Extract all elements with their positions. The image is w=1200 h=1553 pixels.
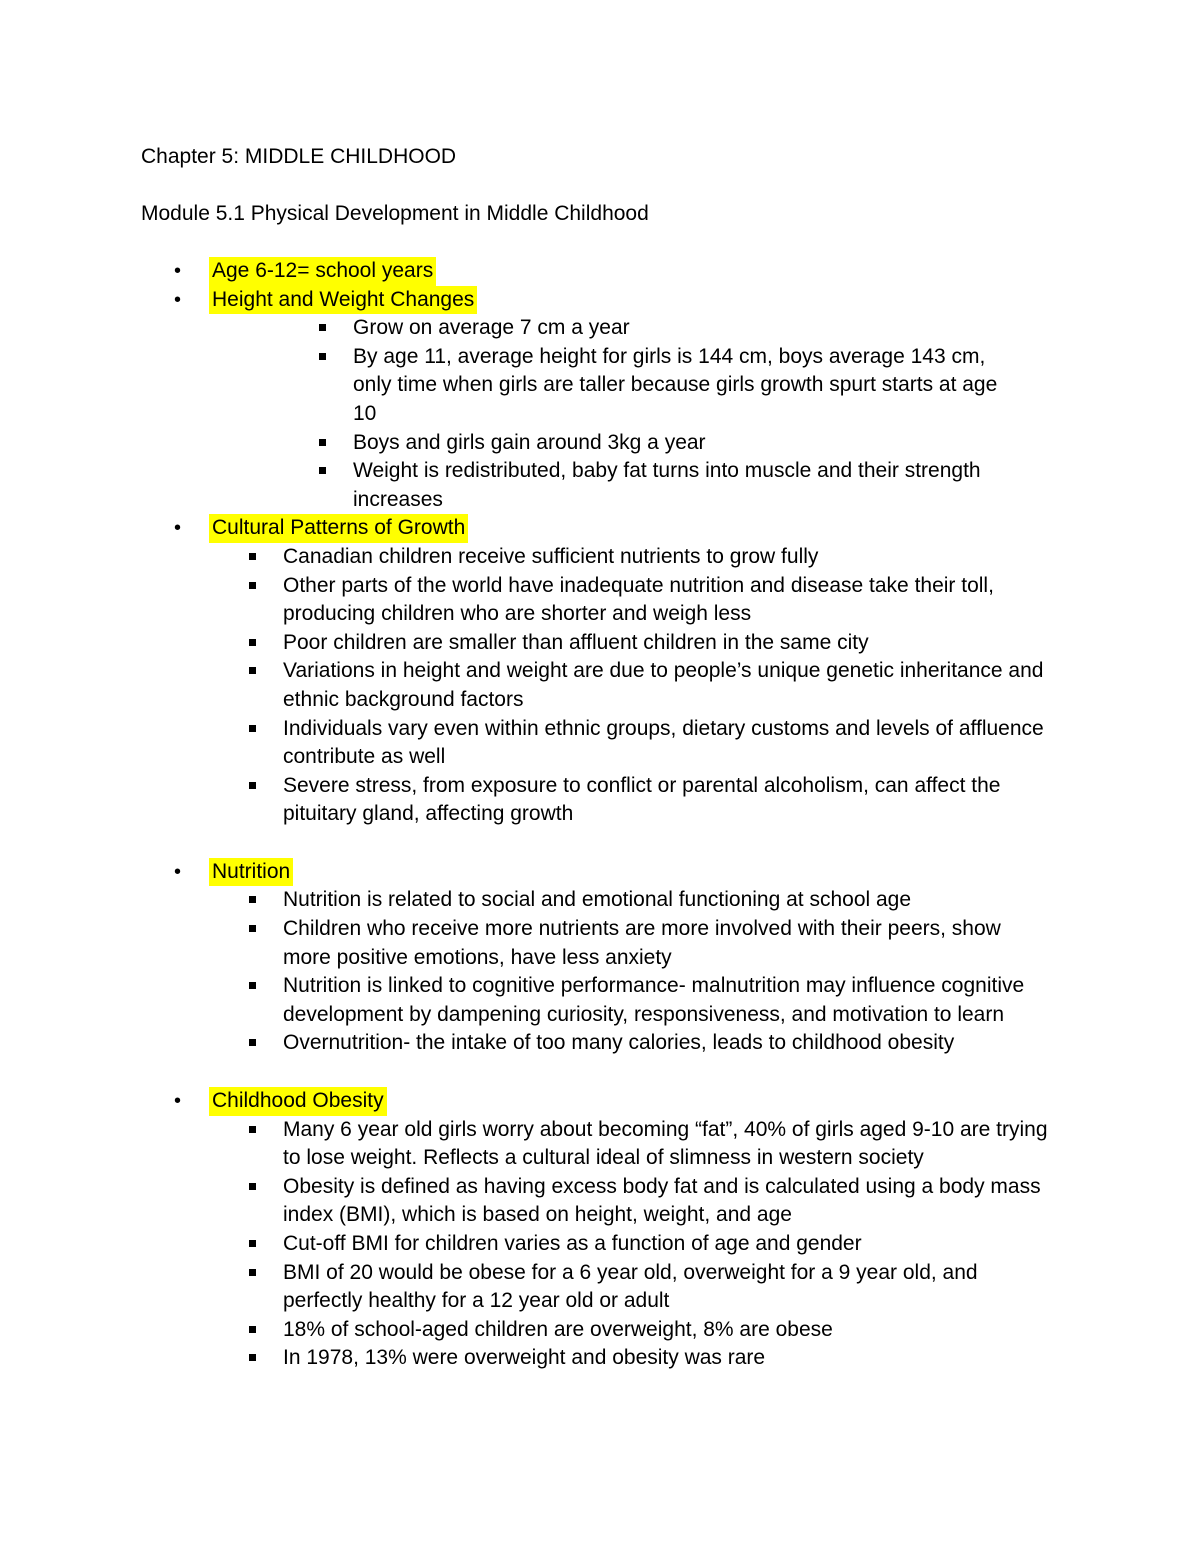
list-item-text: By age 11, average height for girls is 144 cm, boys average 143 cm, only time when girls are taller because girls growth spurt starts at age 10 — [353, 344, 998, 425]
notes-content — [0, 257, 1200, 1373]
section-height-weight — [0, 286, 1200, 515]
list-item — [283, 715, 1053, 772]
list-item-text: Poor children are smaller than affluent children in the same city — [283, 630, 869, 654]
square-bullet-icon — [319, 324, 326, 331]
square-bullet-icon — [249, 982, 256, 989]
list-item — [283, 543, 1053, 572]
list-item-text: Variations in height and weight are due to people’s unique genetic inheritance and ethnic background factors — [283, 659, 1044, 711]
section-childhood-obesity — [0, 1087, 1200, 1373]
square-bullet-icon — [249, 1183, 256, 1190]
list-item-text: Obesity is defined as having excess body fat and is calculated using a body mass index (BMI), which is based on height, weight, and age — [283, 1174, 1041, 1227]
chapter-title: Chapter 5: MIDDLE CHILDHOOD — [141, 145, 457, 168]
square-bullet-icon — [249, 1126, 256, 1133]
list-item-text: Children who receive more nutrients are more involved with their peers, show more positive emotions, have less anxiety — [283, 917, 1001, 969]
square-bullet-icon — [319, 467, 326, 474]
section-heading: Childhood Obesity — [209, 1087, 387, 1116]
list-item-text: Nutrition is related to social and emotional functioning at school age — [283, 888, 912, 912]
bullet-dot: • — [174, 517, 182, 540]
list-item — [283, 629, 1053, 658]
section-heading-row — [0, 257, 1200, 286]
list-item — [283, 572, 1053, 629]
list-item-text: Canadian children receive sufficient nutrients to grow fully — [283, 544, 819, 568]
square-bullet-icon — [249, 1269, 256, 1276]
section-heading-row — [0, 514, 1200, 543]
list-item — [353, 314, 1023, 343]
list-item-text: Nutrition is linked to cognitive performance- malnutrition may influence cognitive development by dampening curiosity, responsiveness, and motivation to learn — [283, 974, 1025, 1026]
square-bullet-icon — [249, 667, 256, 674]
section-heading: Nutrition — [209, 858, 293, 887]
section-heading: Height and Weight Changes — [209, 286, 477, 315]
module-title: Module 5.1 Physical Development in Middle Childhood — [141, 202, 649, 225]
bullet-dot: • — [174, 260, 182, 282]
list-item-text: Grow on average 7 cm a year — [353, 316, 630, 340]
list-item-text: Boys and girls gain around 3kg a year — [353, 430, 706, 454]
list-item — [283, 1316, 1053, 1345]
square-bullet-icon — [249, 1354, 256, 1361]
square-bullet-icon — [249, 1039, 256, 1046]
bullet-dot: • — [174, 1090, 182, 1113]
list-item-text: Other parts of the world have inadequate nutrition and disease take their toll, producing children who are shorter and weigh less — [283, 573, 994, 626]
list-item — [283, 972, 1053, 1029]
list-item-text: In 1978, 13% were overweight and obesity was rare — [283, 1346, 766, 1370]
list-item — [283, 1029, 1053, 1058]
list-item — [283, 657, 1053, 714]
list-item — [283, 772, 1053, 829]
bullet-dot: • — [174, 288, 182, 311]
list-item-text: Weight is redistributed, baby fat turns into muscle and their strength increases — [353, 459, 981, 511]
square-bullet-icon — [249, 1240, 256, 1247]
list-item — [283, 1173, 1053, 1230]
list-item-text: BMI of 20 would be obese for a 6 year old, overweight for a 9 year old, and perfectly healthy for a 12 year old or adult — [283, 1260, 978, 1313]
list-item-text: 18% of school-aged children are overweight, 8% are obese — [283, 1317, 833, 1341]
square-bullet-icon — [249, 782, 256, 789]
list-item — [283, 1116, 1053, 1173]
section-nutrition — [0, 858, 1200, 1058]
list-item — [353, 457, 1023, 514]
list-item — [353, 429, 1023, 458]
list-item-text: Cut-off BMI for children varies as a function of age and gender — [283, 1232, 862, 1255]
list-item-text: Overnutrition- the intake of too many calories, leads to childhood obesity — [283, 1031, 955, 1055]
bullet-dot: • — [174, 860, 182, 883]
list-item — [283, 915, 1053, 972]
section-heading-row — [0, 286, 1200, 315]
square-bullet-icon — [249, 639, 256, 646]
section-cultural-patterns — [0, 514, 1200, 829]
section-age — [0, 257, 1200, 286]
square-bullet-icon — [249, 553, 256, 560]
list-item — [283, 1344, 1053, 1373]
list-item-text: Severe stress, from exposure to conflict or parental alcoholism, can affect the pituitary gland, affecting growth — [283, 773, 1001, 826]
section-heading-row — [0, 1087, 1200, 1116]
list-item-text: Individuals vary even within ethnic groups, dietary customs and levels of affluence contribute as well — [283, 716, 1044, 769]
square-bullet-icon — [319, 353, 326, 360]
square-bullet-icon — [249, 896, 256, 903]
list-item — [353, 343, 1023, 429]
list-item — [283, 1259, 1053, 1316]
section-heading-row — [0, 858, 1200, 887]
square-bullet-icon — [249, 925, 256, 932]
square-bullet-icon — [319, 439, 326, 446]
square-bullet-icon — [249, 1326, 256, 1333]
list-item-text: Many 6 year old girls worry about becoming “fat”, 40% of girls aged 9-10 are trying to lose weight. Reflects a cultural ideal of slimness in western society — [283, 1117, 1048, 1170]
list-item — [283, 886, 1053, 915]
section-heading: Cultural Patterns of Growth — [209, 514, 468, 543]
list-item — [283, 1230, 1053, 1259]
section-heading: Age 6-12= school years — [209, 257, 436, 286]
square-bullet-icon — [249, 582, 256, 589]
square-bullet-icon — [249, 725, 256, 732]
